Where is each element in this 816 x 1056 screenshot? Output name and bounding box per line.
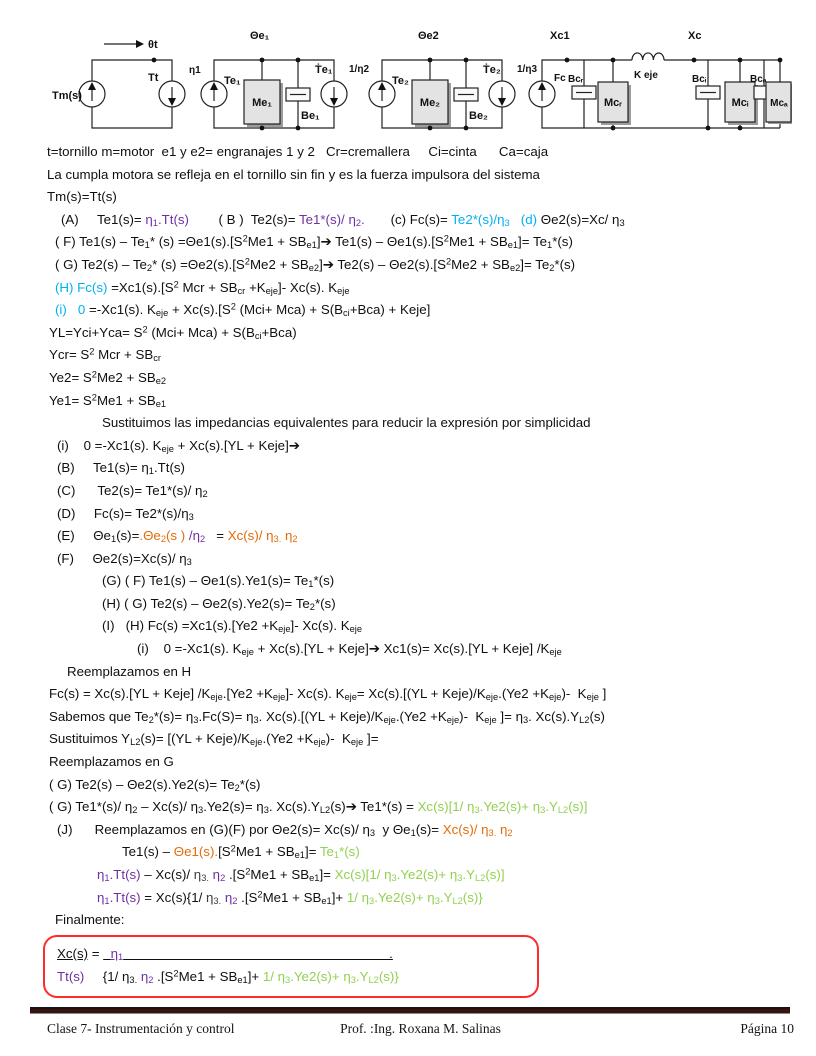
page-footer (47, 1021, 794, 1037)
text-line: $Ye2= S^2Me2 + SB_{e2}$ (49, 369, 167, 386)
node-dot (296, 58, 301, 63)
label-keje: K eje (634, 70, 658, 81)
text-line: (I) (H) $Fc(s) =Xc1(s).[Ye2 +K_{eje}]-$ Xc(s). $K_{eje}$ (102, 618, 363, 635)
node-dot (738, 58, 743, 63)
node-dot (706, 126, 711, 131)
label-tt: Tt (148, 72, 159, 84)
text-line: Finalmente: (55, 912, 125, 928)
text-line: $\eta_1.Tt(s) = Xc(s)\{1/$ $\eta_{3.}$ $\eta_2$ $.[S^2Me1 + SB_{e1}]+ 1/$ $\eta_3.Ye2(s)+ \eta_3.Y_{L2}(s)$} (97, 888, 483, 906)
text-line: Tm(s)=Tt(s) (47, 189, 117, 205)
node-dot (296, 126, 301, 131)
text-line: $Ye1= S^2Me1 + SB_{e1}$ (49, 391, 167, 409)
label-te2: Te₂ (392, 75, 409, 87)
spring-keje-coil (632, 53, 664, 60)
text-line: (D) $Fc(s)= Te2*(s)/\eta_3$ (57, 505, 194, 522)
text-line: Sustituimos $Y_{L2}(s)= [(YL$ + $Keje)/K_{eje}.(Ye2 +K_{eje})-$ $K_{eje}$ ]= (49, 731, 379, 748)
node-dot (260, 58, 265, 63)
label-te1-star: Ṫe₁ (315, 64, 333, 76)
node-dot (152, 58, 157, 63)
label-motor-torque: Tm(s) (52, 90, 82, 102)
label-mcr: Mcᵣ (603, 97, 623, 109)
text-line: (i) 0 =-Xc1(s). $K_{eje} + Xc(s).[YL$ + Keje]➔ Xc1(s)= Xc(s).[YL + Keje] $/K_{eje}$ (137, 641, 562, 658)
final-result-box (43, 935, 539, 998)
text-line: (F) Θe2(s)=Xc(s)/ $\eta_3$ (57, 550, 192, 567)
label-xc: Xc (688, 30, 702, 42)
text-line: (A) $Te1(s)= \eta_1.Tt(s)$ ( B ) Te2(s)= Te1*(s)/ $\eta_2$. (c) $Fc(s)= Te2*(s)/\eta_3$ (d) Θe2(s)=Xc/ $\eta_3$ (61, 211, 625, 228)
text-line: Sabemos que $Te_2*(s)= \eta_3.Fc(S)= \eta_3$. $Xc(s).[(YL + Keje)/K_{eje}.(Ye2 +K_{eje})-$ $K_{eje}$ ]= $\eta_3$. $Xc(s).Y_{L2}(s)$ (49, 708, 605, 725)
flow-arrow-head (136, 40, 144, 48)
node-dot (778, 58, 783, 63)
text-line: Reemplazamos en H (67, 663, 192, 679)
text-line: (G) ( F) $Te1(s) - \Theta e1(s).Ye1(s)= Te_1*(s)$ (102, 573, 335, 590)
text-line: ( G) Te1*(s)/ $\eta_2 - Xc(s)/$ $\eta_3.Ye2(s)= \eta_3$. $Xc(s).Y_{L2}(s)➔$ Te1*(s) = Xc(s)[1/ $\eta_3.Ye2(s)+ \eta_3.Y_{L2}(s)$] (49, 799, 588, 816)
text-line: $\eta_1.Tt(s) - Xc(s)/$ $\eta_{3.}$ $\eta_2$ $.[S^2Me1 + SB_{e1}]= Xc(s)[1/$ $\eta_3.Ye2(s)+ \eta_3.Y_{L2}(s)$] (97, 866, 505, 884)
footer-page-number: Página 10 (740, 1021, 794, 1036)
node-dot (428, 58, 433, 63)
system-diagram (52, 24, 792, 147)
label-eta1: η1 (189, 65, 201, 76)
text-line: La cumpla motora se refleja en el tornillo sin fin y es la fuerza impulsora del sistema (47, 166, 540, 182)
text-line: $Te1(s) - \Theta e1(s).[S^2Me1 + SB_{e1}]= Te_1*(s)$ (122, 843, 360, 861)
mechanical-network-diagram (52, 24, 792, 142)
label-me1: Me₁ (252, 97, 272, 109)
label-inv-eta3: 1/η3 (517, 64, 538, 75)
node-dot (611, 126, 616, 131)
label-be2: Be₂ (469, 110, 488, 122)
label-inv-eta2: 1/η2 (349, 64, 370, 75)
text-line: ( F) $Te1(s) - Te_1*$ $(s) =\Theta e1(s).[S^2Me1$ + $SB_{e1}]➔$ $Te1(s) - \Theta e1(s).[S^2Me1 + SB_{e1}]= Te_1*(s)$ (55, 233, 573, 251)
text-line: (J) Reemplazamos en (G)(F) por Θe2(s)= Xc(s)/ $\eta_3$ y $\Theta e_1(s)= Xc(s)/$ $\eta_{3.}$ $\eta_2$ (57, 821, 513, 838)
equation-lines (47, 141, 796, 932)
document-body (47, 141, 796, 998)
label-be1: Be₁ (301, 110, 320, 122)
final-result-lines (57, 942, 525, 988)
node-dot (738, 126, 743, 131)
label-fc: Fc (554, 73, 566, 84)
node-xc-dot (692, 58, 697, 63)
footer-separator-bar (30, 1007, 790, 1014)
label-mca: Mcₐ (770, 98, 788, 109)
label-me2: Me₂ (419, 97, 441, 109)
label-te1: Te₁ (224, 75, 241, 87)
node-dot (611, 58, 616, 63)
text-line: $YL=Yci+Yca= S^2$ $(Mci+ Mca) + S(B_{ci}+Bca)$ (49, 324, 297, 341)
node-dot (428, 126, 433, 131)
text-line: (B) $Te1(s)= \eta_1.Tt(s)$ (57, 460, 185, 477)
text-line: Fc(s) = Xc(s).[YL + Keje] $/K_{eje}.[Ye2 +K_{eje}]-$ Xc(s). $K_{eje}= Xc(s).[(YL$ + $Keje)/K_{eje}.(Ye2 +K_{eje})-$ $K_{eje}$ ] (49, 686, 607, 703)
label-bcr: Bcᵣ (568, 74, 584, 85)
label-mci: Mcᵢ (731, 97, 749, 109)
text-line: (E) $\Theta e_1(s)=.\Theta e_2(s$ ) $/\eta_2 = Xc(s)/$ $\eta_{3.}$ $\eta_2$ (57, 528, 298, 545)
label-te2-star: Ṫe₂ (483, 64, 501, 76)
node-dot (260, 126, 265, 131)
text-line: (i) 0 =-Xc1(s). $K_{eje} + Xc(s).[S^2$ $(Mci+ Mca) + S(B_{ci}+Bca)$ + Keje] (55, 301, 431, 319)
footer-professor: Prof. :Ing. Roxana M. Salinas (340, 1021, 501, 1036)
label-bca: Bcₐ (750, 74, 767, 85)
node-dot (464, 58, 469, 63)
text-line: ( G) $Te2(s) - \Theta e2(s).Ye2(s)= Te_2*(s)$ (49, 776, 261, 793)
text-line: (H) ( G) $Te2(s) - \Theta e2(s).Ye2(s)= Te_2*(s)$ (102, 595, 336, 612)
text-line: Reemplazamos en G (49, 754, 174, 770)
text-line: $Ycr= S^2$ Mcr + $SB_{cr}$ (49, 346, 161, 364)
text-line: (C) Te2(s)= Te1*(s)/ $\eta_2$ (57, 482, 208, 499)
text-line: ( G) $Te2(s) - Te_2*$ $(s) =\Theta e2(s).[S^2Me2$ + $SB_{e2}]➔$ $Te2(s) - \Theta e2(s).[S^2Me2 + SB_{e2}]= Te_2*(s)$ (55, 256, 576, 274)
label-theta-e1: Θe₁ (250, 30, 270, 42)
text-line: (H) $Fc(s) =Xc1(s).[S^2$ Mcr + $SB_{cr} +K_{eje}]-$ Xc(s). $K_{eje}$ (55, 278, 350, 296)
node-dot (464, 126, 469, 131)
text-line: Tt(s) {1/ $\eta_{3.}$ $\eta_2$ $.[S^2Me1 + SB_{e1}]+ 1/$ $\eta_3.Ye2(s)+ \eta_3.Y_{L2}(s)$} (57, 968, 399, 985)
text-line: t=tornillo m=motor e1 y e2= engranajes 1 y 2 Cr=cremallera Ci=cinta Ca=caja (47, 144, 549, 159)
text-line: (i) 0 =-Xc1(s). $K_{eje} + Xc(s).[YL$ + Keje]➔ (57, 437, 300, 454)
text-line: Sustituimos las impedancias equivalentes para reducir la expresión por simplicidad (102, 415, 591, 431)
label-theta-t: θt (148, 39, 158, 51)
node-xc1-dot (565, 58, 570, 63)
footer-course-title: Clase 7- Instrumentación y control (47, 1021, 235, 1036)
label-bci: Bcᵢ (692, 74, 707, 85)
label-xc1: Xc1 (550, 30, 570, 42)
text-line: $Xc(s) = \eta_1$ . (57, 945, 393, 962)
label-theta-e2: Θe2 (418, 30, 439, 42)
